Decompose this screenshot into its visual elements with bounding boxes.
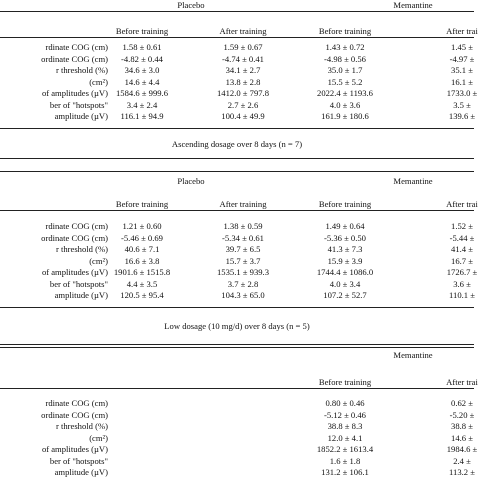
row-label: ordinate COG (cm) bbox=[41, 409, 108, 420]
table-cell: 3.7 ± 2.8 bbox=[227, 278, 259, 289]
table-cell: 1984.6 ± bbox=[446, 444, 478, 454]
row-label: (cm²) bbox=[89, 76, 108, 87]
table-cell: -5.44 ± bbox=[449, 232, 475, 243]
table-cell: 41.4 ± bbox=[451, 244, 473, 254]
row-label: ordinate COG (cm) bbox=[41, 53, 108, 64]
table-cell: 4.4 ± 3.5 bbox=[126, 278, 158, 289]
table-cell: 1.59 ± 0.67 bbox=[223, 42, 263, 52]
table-cell: 14.6 ± bbox=[451, 432, 473, 443]
table-cell: 1.52 ± bbox=[451, 221, 473, 231]
table-cell: 2022.4 ± 1193.6 bbox=[317, 88, 373, 98]
table-cell: -4.82 ± 0.44 bbox=[121, 53, 163, 64]
table-cell: 1.21 ± 0.60 bbox=[122, 221, 162, 231]
section-rule bbox=[0, 128, 474, 129]
table-cell: -5.46 ± 0.69 bbox=[121, 232, 163, 243]
table-cell: 1.6 ± 1.8 bbox=[329, 455, 361, 466]
table-cell: 1733.0 ± bbox=[446, 88, 478, 98]
table-cell: 2.4 ± bbox=[453, 455, 471, 466]
table-cell: 35.1 ± bbox=[451, 65, 473, 75]
table-cell: 0.62 ± bbox=[451, 398, 473, 408]
section-rule bbox=[0, 307, 474, 308]
row-label: r threshold (%) bbox=[55, 244, 108, 254]
table-cell: 104.3 ± 65.0 bbox=[221, 290, 265, 300]
row-label: (cm²) bbox=[89, 255, 108, 266]
row-label: rdinate COG (cm) bbox=[45, 398, 108, 408]
table-cell: 34.6 ± 3.0 bbox=[124, 65, 160, 75]
table-cell: 1901.6 ± 1515.8 bbox=[113, 267, 171, 277]
table-cell: 15.9 ± 3.9 bbox=[327, 255, 363, 266]
table-cell: -5.34 ± 0.61 bbox=[222, 232, 264, 243]
column-header: Before training bbox=[318, 199, 372, 209]
table-cell: 12.0 ± 4.1 bbox=[327, 432, 363, 443]
table-cell: 1584.6 ± 999.6 bbox=[116, 88, 168, 98]
table-cell: 2.7 ± 2.6 bbox=[227, 99, 259, 110]
table-cell: 1.49 ± 0.64 bbox=[325, 221, 365, 231]
table-cell: 1.43 ± 0.72 bbox=[325, 42, 365, 52]
group-rule bbox=[0, 11, 474, 12]
table-cell: 161.9 ± 180.6 bbox=[321, 111, 369, 121]
column-rule bbox=[0, 388, 474, 389]
section-caption: Low dosage (10 mg/d) over 8 days (n = 5) bbox=[164, 321, 310, 331]
table-cell: 1412.0 ± 797.8 bbox=[217, 88, 269, 98]
table-cell: 1852.2 ± 1613.4 bbox=[316, 444, 374, 454]
table-cell: 4.0 ± 3.6 bbox=[329, 99, 361, 110]
group-header: Placebo bbox=[177, 176, 205, 186]
table-cell: 1535.1 ± 939.3 bbox=[217, 267, 269, 277]
table-cell: -4.97 ± bbox=[449, 53, 475, 64]
row-label: rdinate COG (cm) bbox=[45, 42, 108, 52]
table-cell: 131.2 ± 106.1 bbox=[321, 467, 369, 477]
row-label: amplitude (µV) bbox=[54, 467, 108, 477]
column-header: After trai bbox=[446, 199, 478, 209]
column-header: Before training bbox=[318, 26, 372, 36]
table-cell: 15.7 ± 3.7 bbox=[225, 255, 261, 266]
row-label: of amplitudes (µV) bbox=[41, 444, 108, 454]
row-label: of amplitudes (µV) bbox=[41, 88, 108, 98]
column-header: Before training bbox=[115, 26, 169, 36]
table-cell: 4.0 ± 3.4 bbox=[329, 278, 361, 289]
table-cell: 3.5 ± bbox=[453, 99, 471, 110]
column-header: After trai bbox=[446, 377, 478, 387]
table-cell: 120.5 ± 95.4 bbox=[120, 290, 164, 300]
table-cell: 3.6 ± bbox=[453, 278, 471, 289]
table-cell: 3.4 ± 2.4 bbox=[126, 99, 158, 110]
group-rule bbox=[0, 347, 474, 348]
table-cell: 15.5 ± 5.2 bbox=[327, 76, 363, 87]
table-cell: -5.36 ± 0.50 bbox=[324, 232, 366, 243]
table-cell: 34.1 ± 2.7 bbox=[225, 65, 261, 75]
table-cell: 41.3 ± 7.3 bbox=[327, 244, 363, 254]
row-label: ber of "hotspots" bbox=[49, 455, 108, 466]
table-cell: 13.8 ± 2.8 bbox=[225, 76, 261, 87]
table-cell: 35.0 ± 1.7 bbox=[327, 65, 363, 75]
column-header: After training bbox=[219, 26, 267, 36]
row-label: ordinate COG (cm) bbox=[41, 232, 108, 243]
row-label: of amplitudes (µV) bbox=[41, 267, 108, 277]
group-header: Placebo bbox=[177, 0, 205, 10]
table-cell: 110.1 ± bbox=[449, 290, 475, 300]
table-cell: -4.98 ± 0.56 bbox=[324, 53, 366, 64]
table-cell: 1744.4 ± 1086.0 bbox=[316, 267, 374, 277]
column-header: Before training bbox=[115, 199, 169, 209]
table-cell: 113.2 ± bbox=[449, 467, 475, 477]
table-cell: 1.58 ± 0.61 bbox=[122, 42, 162, 52]
row-label: rdinate COG (cm) bbox=[45, 221, 108, 231]
table-cell: 40.6 ± 7.1 bbox=[124, 244, 160, 254]
table-cell: 16.1 ± bbox=[451, 76, 473, 87]
table-cell: -5.20 ± bbox=[449, 409, 475, 420]
group-header: Memantine bbox=[393, 350, 433, 360]
row-label: ber of "hotspots" bbox=[49, 278, 108, 289]
column-header: Before training bbox=[318, 377, 372, 387]
table-cell: 139.6 ± bbox=[448, 111, 476, 121]
table-cell: 1.38 ± 0.59 bbox=[223, 221, 263, 231]
section-caption: Ascending dosage over 8 days (n = 7) bbox=[171, 139, 303, 149]
table-cell: 1726.7 ± bbox=[446, 267, 478, 277]
row-label: r threshold (%) bbox=[55, 421, 108, 431]
group-header: Memantine bbox=[393, 0, 433, 10]
row-label: r threshold (%) bbox=[55, 65, 108, 75]
table-cell: -5.12 ± 0.46 bbox=[324, 409, 366, 420]
row-label: amplitude (µV) bbox=[54, 111, 108, 121]
column-header: After trai bbox=[446, 26, 478, 36]
table-cell: 16.6 ± 3.8 bbox=[124, 255, 160, 266]
table-cell: 116.1 ± 94.9 bbox=[120, 111, 164, 121]
table-cell: 107.2 ± 52.7 bbox=[323, 290, 367, 300]
group-header: Memantine bbox=[393, 176, 433, 186]
row-label: amplitude (µV) bbox=[54, 290, 108, 300]
table-cell: 0.80 ± 0.46 bbox=[325, 398, 365, 408]
section-rule bbox=[0, 158, 474, 159]
table-cell: 14.6 ± 4.4 bbox=[124, 76, 160, 87]
table-cell: -4.74 ± 0.41 bbox=[222, 53, 264, 64]
column-header: After training bbox=[219, 199, 267, 209]
column-rule bbox=[0, 210, 474, 211]
group-rule bbox=[0, 171, 474, 172]
table-cell: 39.7 ± 6.5 bbox=[225, 244, 261, 254]
table-cell: 1.45 ± bbox=[451, 42, 473, 52]
table-cell: 16.7 ± bbox=[451, 255, 473, 266]
row-label: ber of "hotspots" bbox=[49, 99, 108, 110]
table-cell: 100.4 ± 49.9 bbox=[221, 111, 265, 121]
table-cell: 38.8 ± bbox=[451, 421, 473, 431]
table-cell: 38.8 ± 8.3 bbox=[327, 421, 363, 431]
column-rule bbox=[0, 37, 474, 38]
row-label: (cm²) bbox=[89, 432, 108, 443]
section-rule bbox=[0, 344, 474, 345]
